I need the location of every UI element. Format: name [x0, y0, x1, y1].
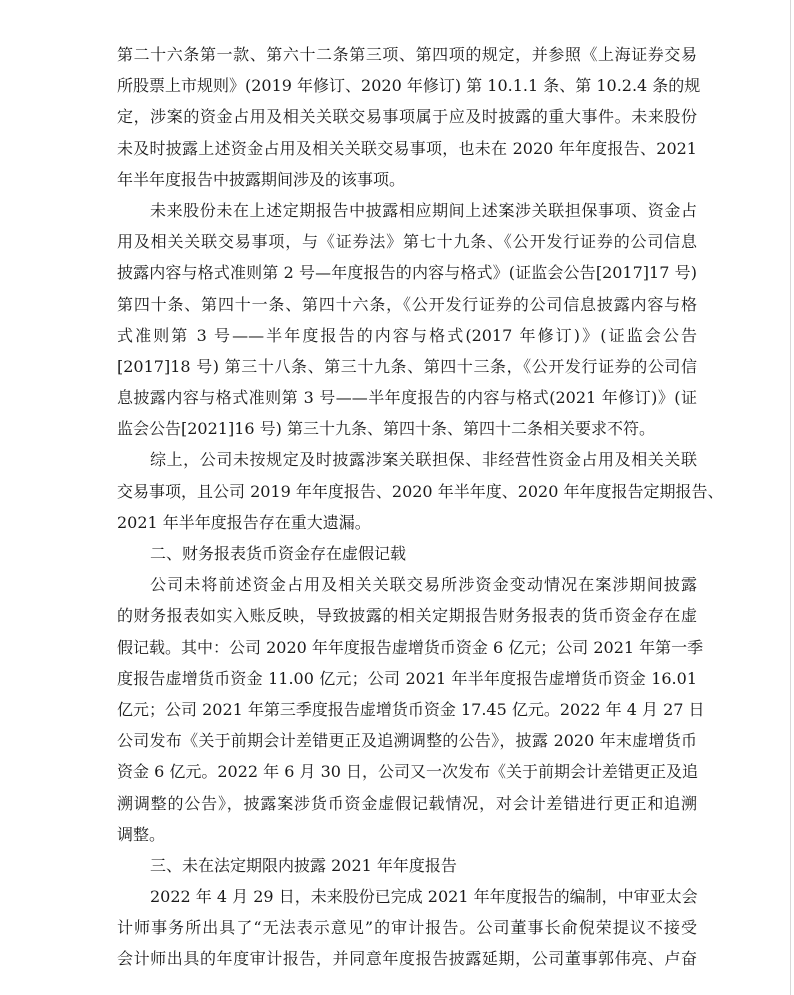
- paragraph: [117, 569, 705, 850]
- text-line: 监会公告[2021]16 号) 第三十九条、第四十条、第四十二条相关要求不符。: [117, 419, 655, 439]
- text-line: 交易事项，且公司 2019 年年度报告、2020 年半年度、2020 年年度报告定期报告、: [117, 481, 724, 501]
- text-line: 年半年度报告中披露期间涉及的该事项。: [117, 169, 406, 189]
- text-line: 息披露内容与格式准则第 3 号——半年度报告的内容与格式(2021 年修订)》(证: [117, 388, 697, 408]
- text-line: 度报告虚增货币资金 11.00 亿元；公司 2021 年半年度报告虚增货币资金 16.01: [117, 668, 697, 688]
- text-line: 三、未在法定期限内披露 2021 年年度报告: [150, 855, 457, 875]
- text-line: 溯调整的公告》，披露案涉货币资金虚假记载情况，对会计差错进行更正和追溯: [117, 793, 697, 813]
- text-line: 综上，公司未按规定及时披露涉案关联担保、非经营性资金占用及相关关联: [150, 450, 697, 470]
- text-line: 用及相关关联交易事项，与《证券法》第七十九条、《公开发行证券的公司信息: [117, 232, 697, 252]
- page-edge-divider: [790, 0, 791, 995]
- text-line: 公司未将前述资金占用及相关关联交易所涉资金变动情况在案涉期间披露: [150, 575, 697, 595]
- text-line: 调整。: [117, 824, 166, 844]
- document-body: [117, 39, 724, 975]
- paragraph: [117, 538, 697, 569]
- paragraph: [117, 195, 697, 445]
- text-line: 假记载。其中：公司 2020 年年度报告虚增货币资金 6 亿元；公司 2021 年第一季: [117, 637, 704, 657]
- text-line: 的财务报表如实入账反映，导致披露的相关定期报告财务报表的货币资金存在虚: [117, 606, 697, 626]
- text-line: 亿元；公司 2021 年第三季度报告虚增货币资金 17.45 亿元。2022 年 4 月 27 日: [117, 699, 705, 719]
- paragraph: [117, 444, 724, 538]
- text-line: [2017]18 号) 第三十八条、第三十九条、第四十三条，《公开发行证券的公司信: [117, 356, 697, 376]
- text-line: 所股票上市规则》(2019 年修订、2020 年修订) 第 10.1.1 条、第 10.2.4 条的规: [117, 76, 701, 96]
- text-line: 计师事务所出具了“无法表示意见”的审计报告。公司董事长俞倪荣提议不接受: [117, 918, 697, 938]
- text-line: 第四十条、第四十一条、第四十六条，《公开发行证券的公司信息披露内容与格: [117, 294, 697, 314]
- text-line: 第二十六条第一款、第六十二条第三项、第四项的规定，并参照《上海证券交易: [117, 45, 697, 64]
- paragraph: [117, 39, 701, 195]
- text-line: 二、财务报表货币资金存在虚假记载: [150, 544, 407, 563]
- text-line: 披露内容与格式准则第 2 号—年度报告的内容与格式》(证监会公告[2017]17 号): [117, 263, 697, 283]
- paragraph: [117, 850, 697, 881]
- text-line: 式准则第 3 号——半年度报告的内容与格式(2017 年修订)》(证监会公告: [117, 325, 697, 345]
- text-line: 2022 年 4 月 29 日，未来股份已完成 2021 年年度报告的编制，中审亚太会: [150, 887, 698, 907]
- text-line: 未及时披露上述资金占用及相关关联交易事项，也未在 2020 年年度报告、2021: [117, 138, 697, 158]
- text-line: 2021 年半年度报告存在重大遗漏。: [117, 512, 371, 532]
- text-line: 定，涉案的资金占用及相关关联交易事项属于应及时披露的重大事件。未来股份: [117, 107, 697, 127]
- text-line: 公司发布《关于前期会计差错更正及追溯调整的公告》，披露 2020 年末虚增货币: [117, 731, 697, 751]
- text-line: 未来股份未在上述定期报告中披露相应期间上述案涉关联担保事项、资金占: [150, 200, 697, 220]
- text-line: 会计师出具的年度审计报告，并同意年度报告披露延期，公司董事郭伟亮、卢奋: [117, 949, 697, 969]
- text-line: 资金 6 亿元。2022 年 6 月 30 日，公司又一次发布《关于前期会计差错更正及追: [117, 762, 699, 782]
- paragraph: [117, 881, 697, 975]
